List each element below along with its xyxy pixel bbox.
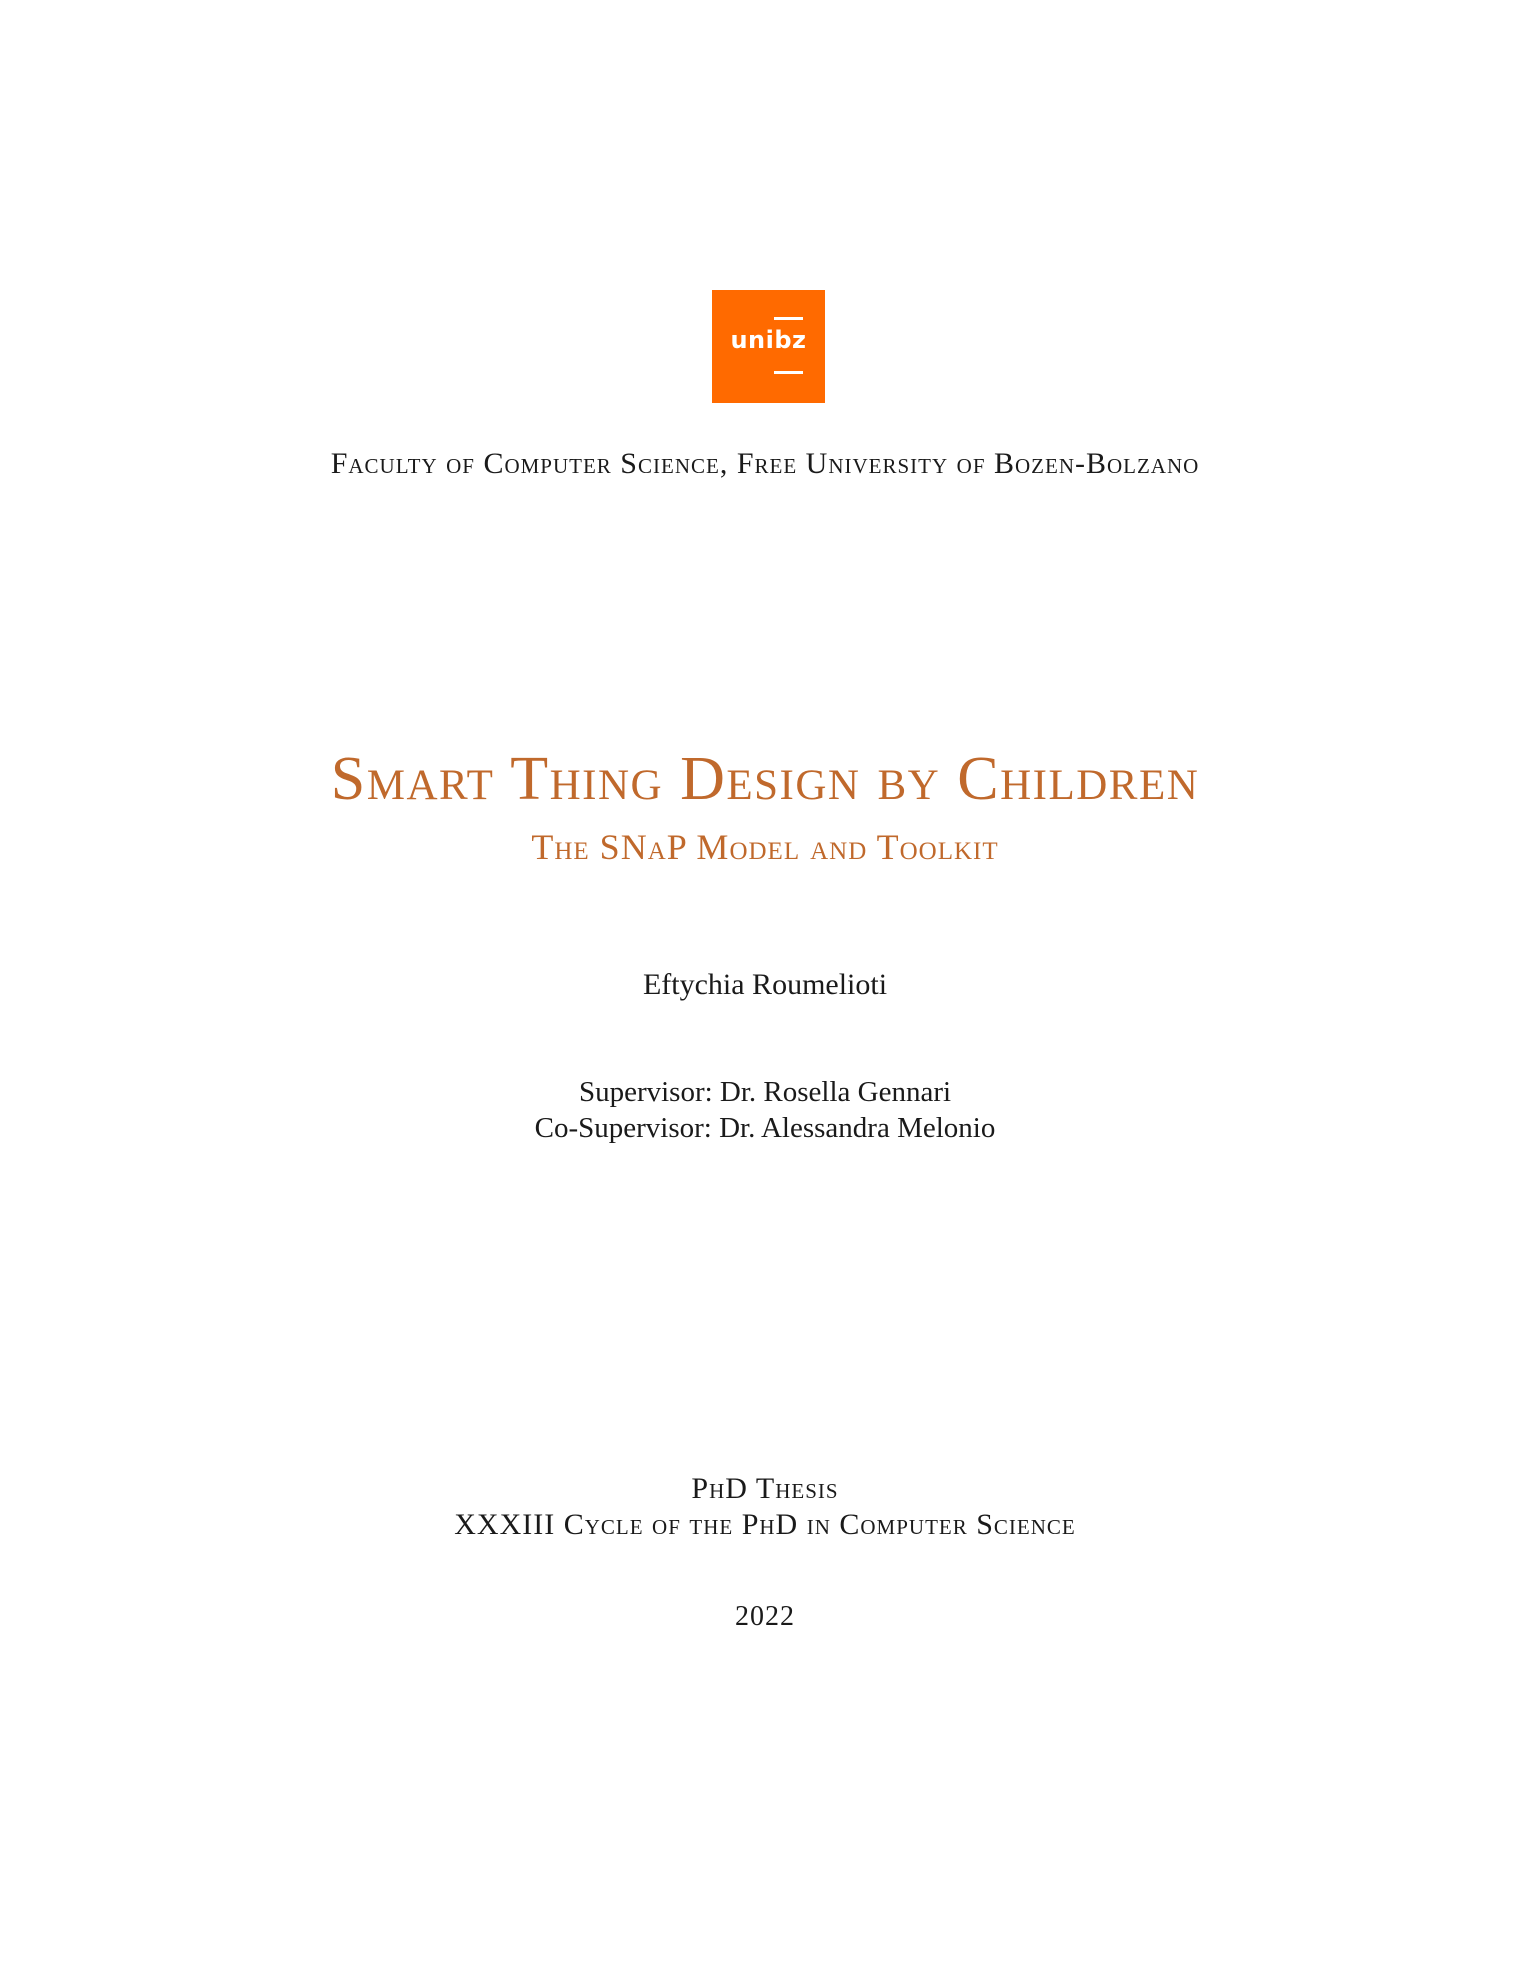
thesis-type: PhD Thesis <box>691 1472 839 1505</box>
logo-text: unibz <box>730 326 807 354</box>
thesis-title: Smart Thing Design by Children <box>330 745 1200 813</box>
supervisor-line: Supervisor: Dr. Rosella Gennari <box>578 1076 952 1108</box>
logo-top-bar <box>774 317 803 320</box>
program-line: XXXIII Cycle of the PhD in Computer Science <box>454 1508 1076 1541</box>
author-name: Eftychia Roumelioti <box>642 968 888 1001</box>
logo-bottom-bar <box>774 371 803 374</box>
faculty-line: Faculty of Computer Science, Free University of Bozen-Bolzano <box>330 447 1200 480</box>
year: 2022 <box>735 1601 795 1632</box>
university-logo <box>712 290 825 403</box>
thesis-subtitle: The SNaP Model and Toolkit <box>531 827 999 867</box>
co-supervisor-line: Co-Supervisor: Dr. Alessandra Melonio <box>534 1112 996 1144</box>
